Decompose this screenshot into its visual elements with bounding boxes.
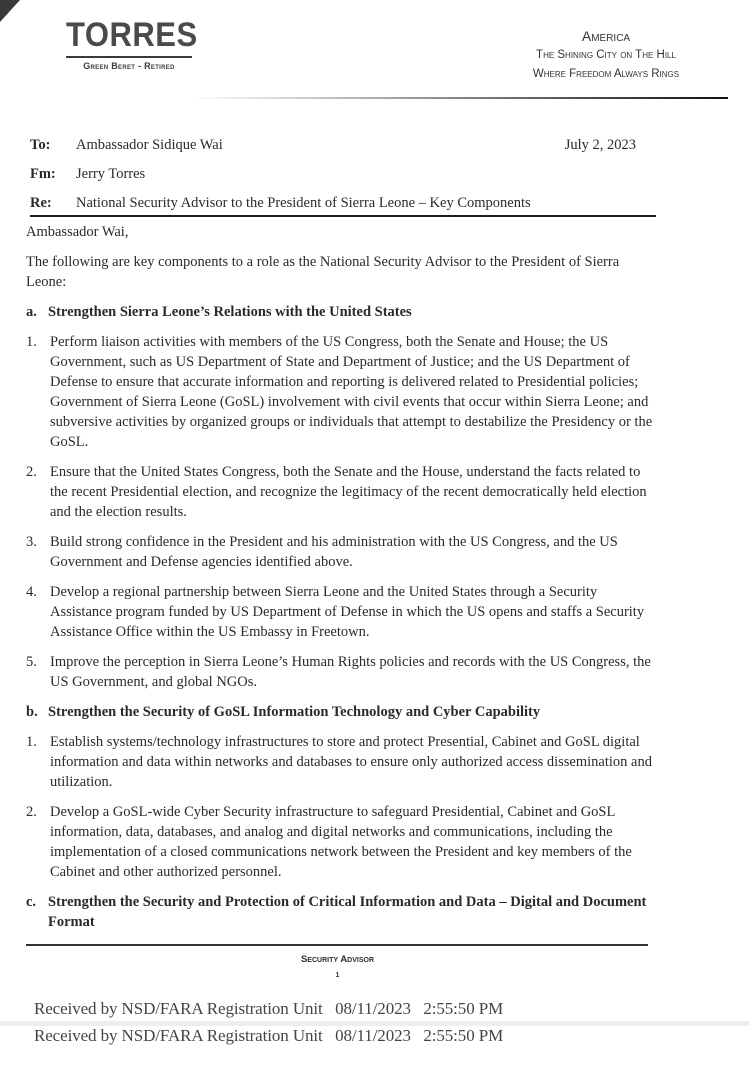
section-title: Strengthen the Security and Protection of Critical Information and Data – Digital and Document Format [48,894,647,930]
list-item-number: 5. [26,654,37,670]
brand-divider [66,56,192,58]
section-marker: c. [26,894,37,910]
letter-body [26,222,658,942]
list-item-number: 2. [26,804,37,820]
section-title: Strengthen the Security of GoSL Information Technology and Cyber Capability [48,704,541,720]
section-heading [26,302,658,322]
list-item [26,802,658,882]
received-stamp: Received by NSD/FARA Registration Unit 08/11/2023 2:55:50 PM [34,1026,504,1045]
list-item-number: 2. [26,464,37,480]
section-title: Strengthen Sierra Leone’s Relations with the United States [48,304,412,320]
footer-divider [26,944,648,946]
brand-name: TORRES [66,14,198,55]
list-item [26,582,658,642]
motto-line-1: America [581,28,631,44]
list-item [26,732,658,792]
list-item-number: 4. [26,584,37,600]
memo-from-row [30,164,656,193]
section-marker: b. [26,704,38,720]
list-item-text: Ensure that the United States Congress, both the Senate and the House, understand the facts related to the recent Presidential election, and recognize the legitimacy of the recent democratically held election and the election results. [50,464,647,520]
re-label: Re: [30,195,52,211]
re-value: National Security Advisor to the President of Sierra Leone – Key Components [76,195,531,211]
footer-title: Security Advisor [300,954,375,965]
from-label: Fm: [30,166,56,182]
memo-to-row [30,135,656,164]
motto-line-2: The Shining City on The Hill [536,49,676,61]
to-label: To: [30,137,51,153]
motto-line-3: Where Freedom Always Rings [532,68,680,80]
list-item-text: Develop a regional partnership between Sierra Leone and the United States through a Security Assistance program funded by US Department of Defense in which the US opens and staffs a Security Assistance Office within the US Embassy in Freetown. [50,584,645,640]
memo-header [30,135,656,217]
list-item [26,462,658,522]
section-heading [26,702,658,722]
salutation: Ambassador Wai, [26,224,129,240]
letterhead-brand [66,14,198,71]
brand-subtitle: Green Beret - Retired [83,61,175,71]
letterhead-divider [190,97,728,99]
letterhead-motto [506,26,706,84]
list-item [26,332,658,452]
sections-container [26,302,658,932]
list-item-number: 3. [26,534,37,550]
intro-paragraph: The following are key components to a role as the National Security Advisor to the President of Sierra Leone: [26,254,620,290]
list-item-text: Build strong confidence in the President and his administration with the US Congress, and the US Government and Defense agencies identified above. [50,534,618,570]
section-heading [26,892,658,932]
to-value: Ambassador Sidique Wai [76,137,223,153]
list-item-text: Perform liaison activities with members of the US Congress, both the Senate and House; the US Government, such as US Department of State and Department of Justice; and the US Department of Defense to ensure that accurate information and reporting is delivered related to Presidential policies; Government of Sierra Leone (GoSL) involvement with civil events that occur within Sierra Leone; and subversive activities by organized groups or individuals that attempt to destabilize the Presidency or the GoSL. [50,334,653,450]
from-value: Jerry Torres [76,166,146,182]
list-item-text: Establish systems/technology infrastructures to store and protect Presential, Cabinet and GoSL digital information and data within networks and databases to ensure only authorized access dissemination and utilization. [50,734,652,790]
list-item-text: Improve the perception in Sierra Leone’s Human Rights policies and records with the US Congress, the US Government, and global NGOs. [50,654,651,690]
list-item [26,652,658,692]
section-marker: a. [26,304,37,320]
page-number: 1 [335,972,340,979]
page-corner-shadow [0,0,20,22]
received-stamp: Received by NSD/FARA Registration Unit 08/11/2023 2:55:50 PM [34,999,504,1018]
list-item [26,532,658,572]
list-item-number: 1. [26,734,37,750]
memo-re-row [30,193,656,222]
memo-date: July 2, 2023 [564,137,636,153]
list-item-number: 1. [26,334,37,350]
list-item-text: Develop a GoSL-wide Cyber Security infrastructure to safeguard Presidential, Cabinet and GoSL information, data, databases, and analog and digital networks and communications, including the implementation of a closed communications network between the President and key members of the Cabinet and other authorized personnel. [50,804,632,880]
